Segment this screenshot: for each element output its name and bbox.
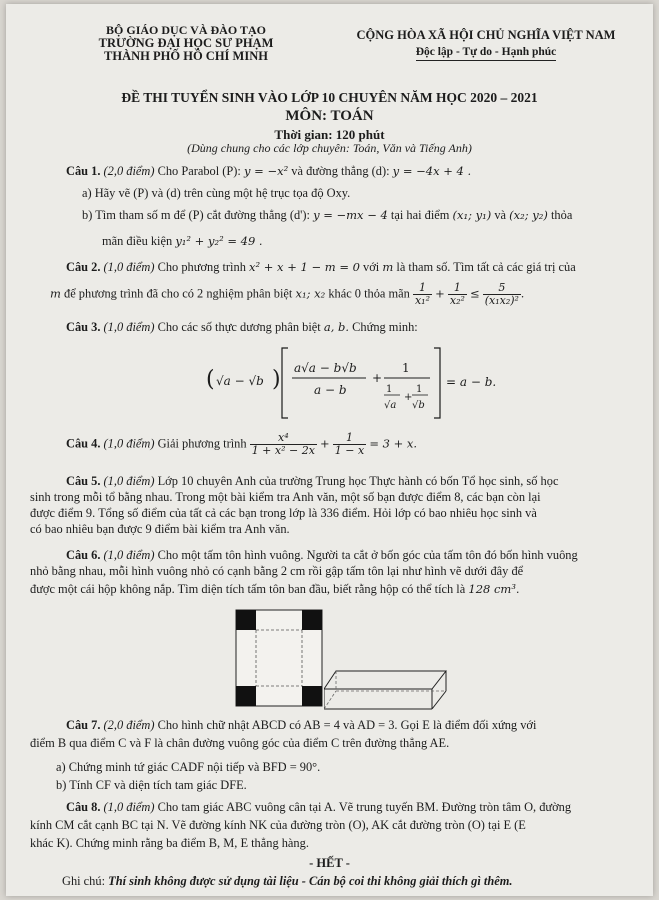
q8-line3: khác K). Chứng minh rằng ba điểm B, M, E thẳng hàng. [30,836,309,850]
q7-part-a: a) Chứng minh tứ giác CADF nội tiếp và BFD = 90°. [56,760,321,774]
q6-line2: nhỏ bằng nhau, mỗi hình vuông nhỏ có cạnh bằng 2 cm rồi gập tấm tôn lại như hình vẽ dưới đây để [30,564,524,578]
motto: Độc lập - Tự do - Hạnh phúc [416,45,557,61]
q3-rhs: = a − b. [446,375,496,389]
sheet-figure [234,608,324,708]
ministry-name: BỘ GIÁO DỤC VÀ ĐÀO TẠO [106,23,266,37]
q3-identity-formula [206,342,496,422]
q6-line3: được một cái hộp không nắp. Tìm diện tích tấm tôn ban đầu, biết rằng hộp có thể tích là 128 cm³. [30,582,520,596]
svg-text:): ) [272,367,281,392]
country-name: CỘNG HÒA XÃ HỘI CHỦ NGHĨA VIỆT NAM [356,28,616,42]
q5-stem: Câu 5. (1,0 điểm) Lớp 10 chuyên Anh của trường Trung học Thực hành có bốn Tổ học sinh, số học [66,474,559,488]
q7-line2: điểm B qua điểm C và F là chân đường vuông góc của điểm C trên đường thẳng AE. [30,736,450,750]
q1-stem: Câu 1. (2,0 điểm) Cho Parabol (P): y = −x² và đường thẳng (d): y = −4x + 4 . [66,164,472,178]
q5-line4: có bao nhiêu bạn được 9 điểm bài kiểm tra Anh văn. [30,522,290,536]
svg-text:1: 1 [386,384,393,395]
svg-text:√a: √a [384,400,397,411]
box-figure [324,649,454,711]
q1-part-a: a) Hãy vẽ (P) và (d) trên cùng một hệ trục tọa độ Oxy. [82,186,351,200]
q3-stem: Câu 3. (1,0 điểm) Cho các số thực dương phân biệt a, b. Chứng minh: [66,320,418,334]
svg-text:√a − √b: √a − √b [216,374,264,388]
exam-page [6,4,653,896]
national-header [336,28,636,61]
svg-text:1: 1 [416,384,423,395]
svg-text:a√a − b√b: a√a − b√b [294,361,357,375]
svg-text:a − b: a − b [314,383,347,397]
ministry-header [66,24,306,63]
end-marker: - HẾT - [309,856,350,870]
q2-condition: m để phương trình đã cho có 2 nghiệm phân biệt x₁; x₂ khác 0 thỏa mãn $\frac{1}{\text{x₁²}}$ + $\frac{1}{\text{x₂²}}$ ≤ $\frac{5}{\text{(x₁x₂)²}}$ . [50,281,525,307]
footer-note: Ghi chú: Thí sinh không được sử dụng tài liệu - Cán bộ coi thi không giải thích gì thêm. [62,874,513,888]
q8-stem: Câu 8. (1,0 điểm) Cho tam giác ABC vuông cân tại A. Vẽ trung tuyến BM. Đường tròn tâm O, đường [66,800,572,814]
svg-text:+: + [372,371,383,385]
city-name: THÀNH PHỐ HỒ CHÍ MINH [104,49,268,63]
q7-part-b: b) Tính CF và diện tích tam giác DFE. [56,778,247,792]
svg-text:(: ( [206,367,215,392]
exam-time: Thời gian: 120 phút [274,127,385,142]
q4-stem: Câu 4. (1,0 điểm) Giải phương trình $\frac{\text{x⁴}}{\text{1 + x² − 2x}}$ + $\frac{1}{1 - x}$ = 3 + x. [66,431,418,457]
svg-text:√b: √b [412,400,425,411]
q6-stem: Câu 6. (1,0 điểm) Cho một tấm tôn hình vuông. Người ta cắt ở bốn góc của tấm tôn đó bốn hình vuông [66,548,578,562]
exam-title: ĐỀ THI TUYỂN SINH VÀO LỚP 10 CHUYÊN NĂM HỌC 2020 – 2021 [121,90,538,105]
q2-stem: Câu 2. (1,0 điểm) Cho phương trình x² + x + 1 − m = 0 với m là tham số. Tìm tất cả các giá trị của [66,260,576,274]
q8-line2: kính CM cắt cạnh BC tại N. Vẽ đường kính NK của đường tròn (O), AK cắt đường tròn (O) tại E (E [30,818,526,832]
exam-scope: (Dùng chung cho các lớp chuyên: Toán, Văn và Tiếng Anh) [187,141,472,155]
q5-line3: được điểm 9. Tổng số điểm của tất cả các bạn trong lớp là 336 điểm. Hỏi lớp có bao nhiêu học sinh và [30,506,537,520]
svg-text:+: + [404,392,413,403]
q1-condition: mãn điều kiện y₁² + y₂² = 49 . [102,234,263,248]
q1-part-b: b) Tìm tham số m để (P) cắt đường thẳng (d'): y = −mx − 4 tại hai điểm (x₁; y₁) và (x₂; y₂) thỏa [82,208,573,222]
exam-subject: MÔN: TOÁN [285,108,374,124]
q5-line2: sinh trong mỗi tổ bằng nhau. Trong một bài kiểm tra Anh văn, một số bạn được điểm 8, các bạn còn lại [30,490,541,504]
svg-text:1: 1 [402,361,410,375]
university-name: TRƯỜNG ĐẠI HỌC SƯ PHẠM [98,36,274,50]
q7-stem: Câu 7. (2,0 điểm) Cho hình chữ nhật ABCD có AB = 4 và AD = 3. Gọi E là điểm đối xứng với [66,718,537,732]
